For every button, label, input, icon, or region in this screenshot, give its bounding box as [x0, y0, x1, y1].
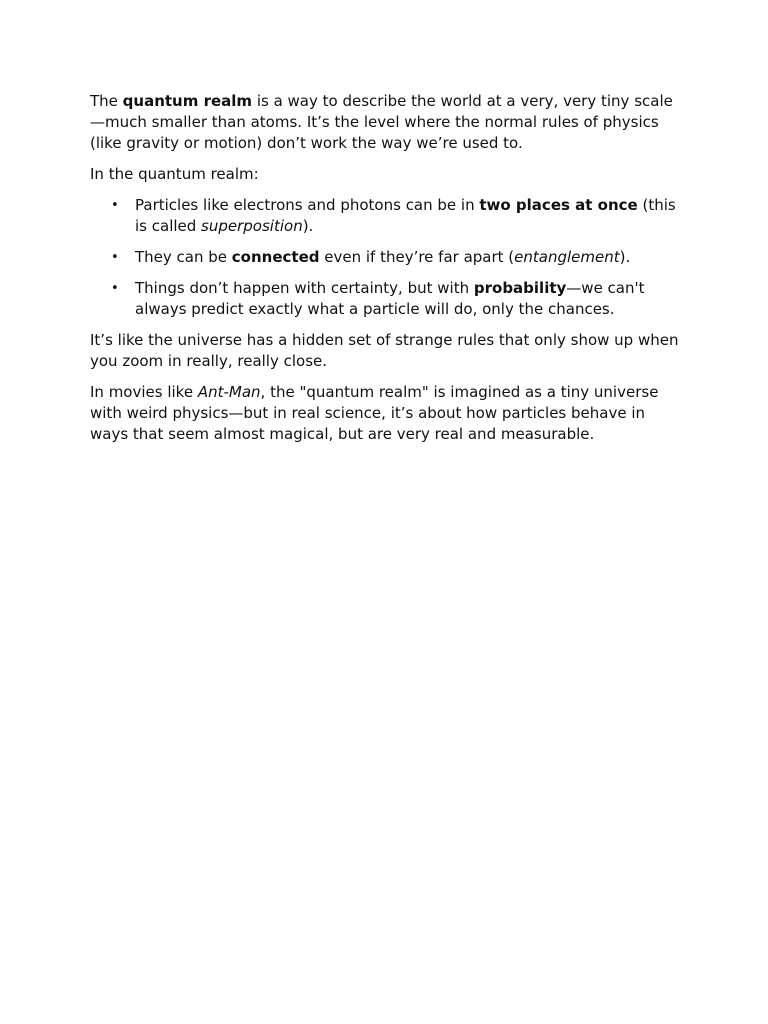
list-item	[90, 247, 682, 268]
list-item-text: ).	[619, 248, 631, 266]
bullet-icon: •	[111, 281, 119, 296]
list-item-text: They can be	[135, 248, 232, 266]
movies-text-end: , the "quantum realm" is imagined as a tiny universe with weird physics—but in real science, it’s about how particles behave in ways that seem almost magical, but are very real and measurable.	[90, 383, 659, 443]
list-item-bold: probability	[473, 279, 567, 297]
list-item	[90, 195, 682, 237]
list-item-text: even if they’re far apart (	[319, 248, 515, 266]
movie-title: Ant-Man	[197, 383, 261, 401]
list-item-text: —we can't always predict exactly what a particle will do, only the chances.	[135, 279, 645, 318]
list-item-bold: two places at once	[479, 196, 638, 214]
list-item-text: Things don’t happen with certainty, but with	[135, 279, 474, 297]
movies-paragraph	[90, 382, 682, 445]
bullet-icon: •	[111, 250, 119, 265]
list-item-text: ).	[302, 217, 314, 235]
intro-paragraph	[90, 91, 682, 154]
bullet-list	[90, 195, 682, 320]
document-body	[90, 91, 682, 455]
bullet-icon: •	[111, 198, 119, 213]
intro-bold-term: quantum realm	[122, 92, 253, 110]
list-item	[90, 278, 682, 320]
summary-paragraph: It’s like the universe has a hidden set of strange rules that only show up when you zoom in really, really close.	[90, 331, 679, 370]
list-item-bold: connected	[231, 248, 320, 266]
list-intro-paragraph: In the quantum realm:	[90, 165, 259, 183]
list-item-text: (this is called	[135, 196, 676, 235]
movies-text-start: In movies like	[90, 383, 198, 401]
list-item-italic: superposition	[201, 217, 303, 235]
intro-text-start: The	[90, 92, 123, 110]
intro-text-end: is a way to describe the world at a very, very tiny scale —much smaller than atoms. It’s the level where the normal rules of physics (like gravity or motion) don’t work the way we’re used to.	[90, 92, 673, 152]
list-item-italic: entanglement	[514, 248, 620, 266]
list-item-text: Particles like electrons and photons can be in	[135, 196, 480, 214]
